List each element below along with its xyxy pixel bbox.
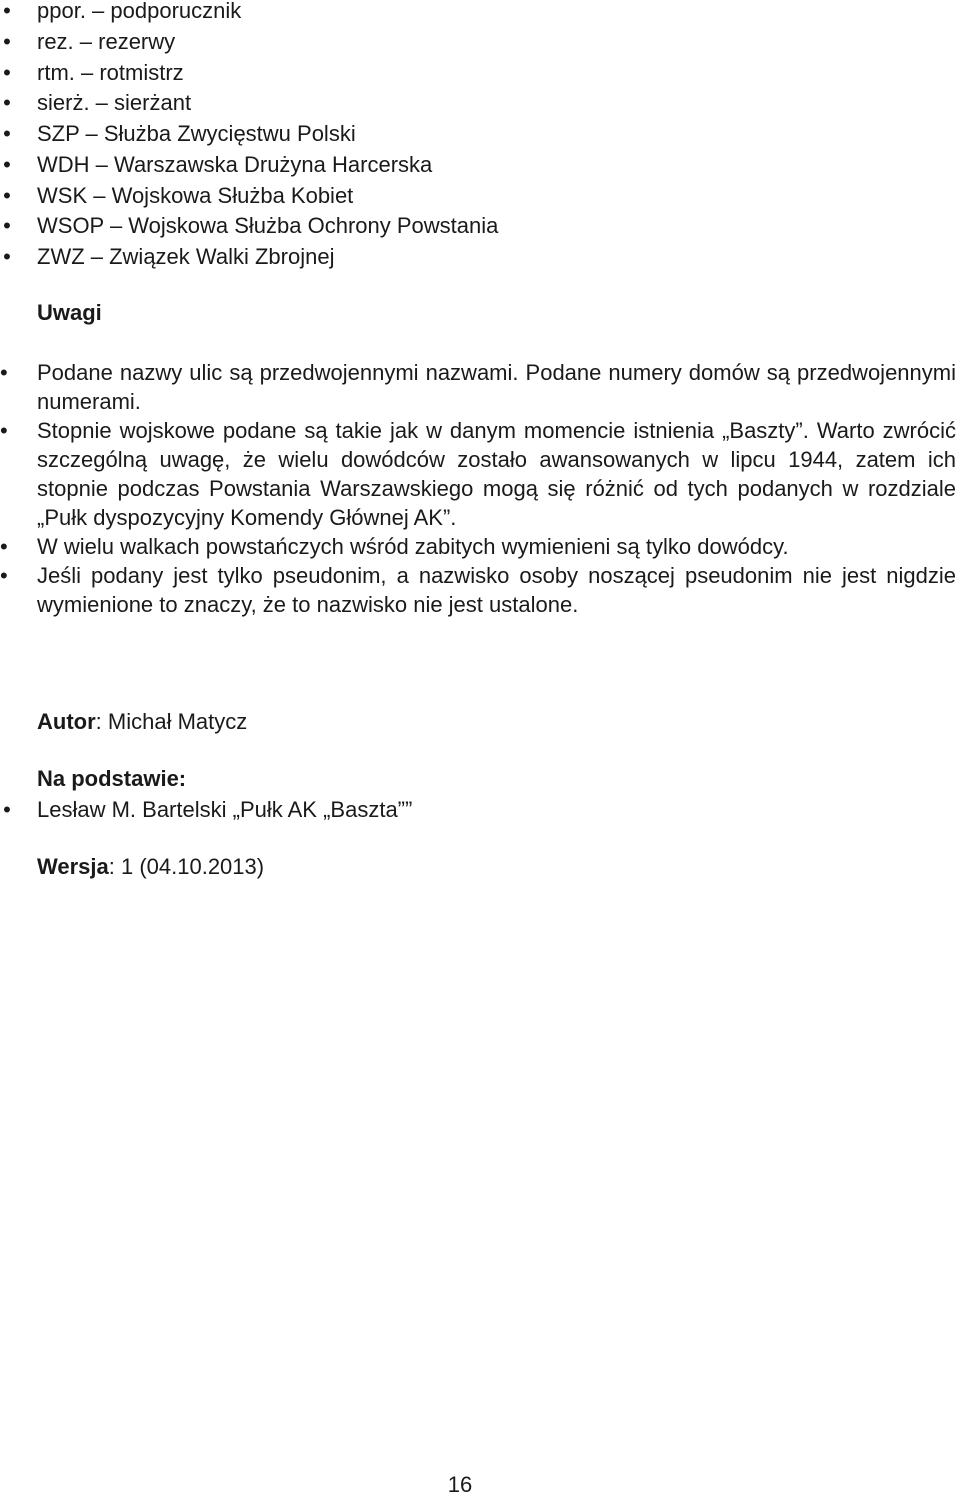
- abbreviation-text: ZWZ – Związek Walki Zbrojnej: [37, 244, 335, 269]
- abbreviation-text: ppor. – podporucznik: [37, 0, 242, 23]
- list-item: [0, 119, 960, 150]
- bullet-icon: •: [3, 28, 11, 54]
- bullet-icon: •: [3, 182, 11, 208]
- notes-heading: Uwagi: [37, 300, 102, 325]
- abbreviation-text: SZP – Służba Zwycięstwu Polski: [37, 121, 356, 146]
- bullet-icon: •: [0, 534, 8, 559]
- bullet-icon: •: [0, 563, 8, 588]
- abbreviations-list: [0, 0, 960, 273]
- list-item: [0, 561, 960, 619]
- note-text: Podane nazwy ulic są przedwojennymi nazwami. Podane numery domów są przedwojennymi numerami.: [37, 360, 956, 414]
- author-label: Autor: [37, 709, 96, 734]
- version-label: Wersja: [37, 854, 109, 879]
- list-item: [0, 58, 960, 89]
- abbreviation-text: WSOP – Wojskowa Służba Ochrony Powstania: [37, 213, 499, 239]
- list-item: [0, 416, 960, 532]
- source-list: [0, 795, 960, 825]
- bullet-icon: •: [3, 244, 11, 269]
- list-item: [0, 358, 960, 416]
- note-text: Jeśli podany jest tylko pseudonim, a nazwisko osoby noszącej pseudonim nie jest nigdzie wymienione to znaczy, że to nazwisko nie jest ustalone.: [37, 563, 956, 617]
- version-value: : 1 (04.10.2013): [108, 854, 265, 879]
- list-item: [0, 150, 960, 181]
- page-number: 16: [447, 1472, 473, 1497]
- abbreviation-text: WSK – Wojskowa Służba Kobiet: [37, 182, 354, 208]
- list-item: [0, 88, 960, 119]
- notes-list: [0, 358, 960, 619]
- list-item: [0, 211, 960, 242]
- list-item: [0, 242, 960, 273]
- bullet-icon: •: [3, 59, 11, 85]
- note-text: W wielu walkach powstańczych wśród zabitych wymienieni są tylko dowódcy.: [37, 534, 789, 559]
- bullet-icon: •: [3, 90, 11, 116]
- bullet-icon: •: [3, 151, 11, 177]
- source-heading: Na podstawie:: [37, 766, 187, 791]
- list-item: [0, 532, 960, 561]
- bullet-icon: •: [3, 213, 11, 239]
- bullet-icon: •: [3, 0, 11, 23]
- author-line: [37, 707, 247, 737]
- abbreviation-text: WDH – Warszawska Drużyna Harcerska: [37, 151, 433, 177]
- abbreviation-text: rtm. – rotmistrz: [37, 59, 184, 85]
- author-value: : Michał Matycz: [95, 709, 248, 734]
- abbreviation-text: sierż. – sierżant: [37, 90, 192, 116]
- source-text: Lesław M. Bartelski „Pułk AK „Baszta””: [37, 797, 413, 822]
- bullet-icon: •: [0, 418, 8, 443]
- bullet-icon: •: [3, 797, 11, 822]
- abbreviation-text: rez. – rezerwy: [37, 28, 176, 54]
- list-item: [0, 795, 960, 825]
- list-item: [0, 0, 960, 27]
- list-item: [0, 181, 960, 212]
- list-item: [0, 27, 960, 58]
- bullet-icon: •: [3, 121, 11, 146]
- note-text: Stopnie wojskowe podane są takie jak w danym momencie istnienia „Baszty”. Warto zwrócić szczególną uwagę, że wielu dowódców zostało awansowanych w lipcu 1944, zatem ich stopnie podczas Powstania Warszawskiego mogą się różnić od tych podanych w rozdziale „Pułk dyspozycyjny Komendy Głównej AK”.: [37, 418, 956, 530]
- bullet-icon: •: [0, 360, 8, 385]
- version-line: [37, 852, 264, 882]
